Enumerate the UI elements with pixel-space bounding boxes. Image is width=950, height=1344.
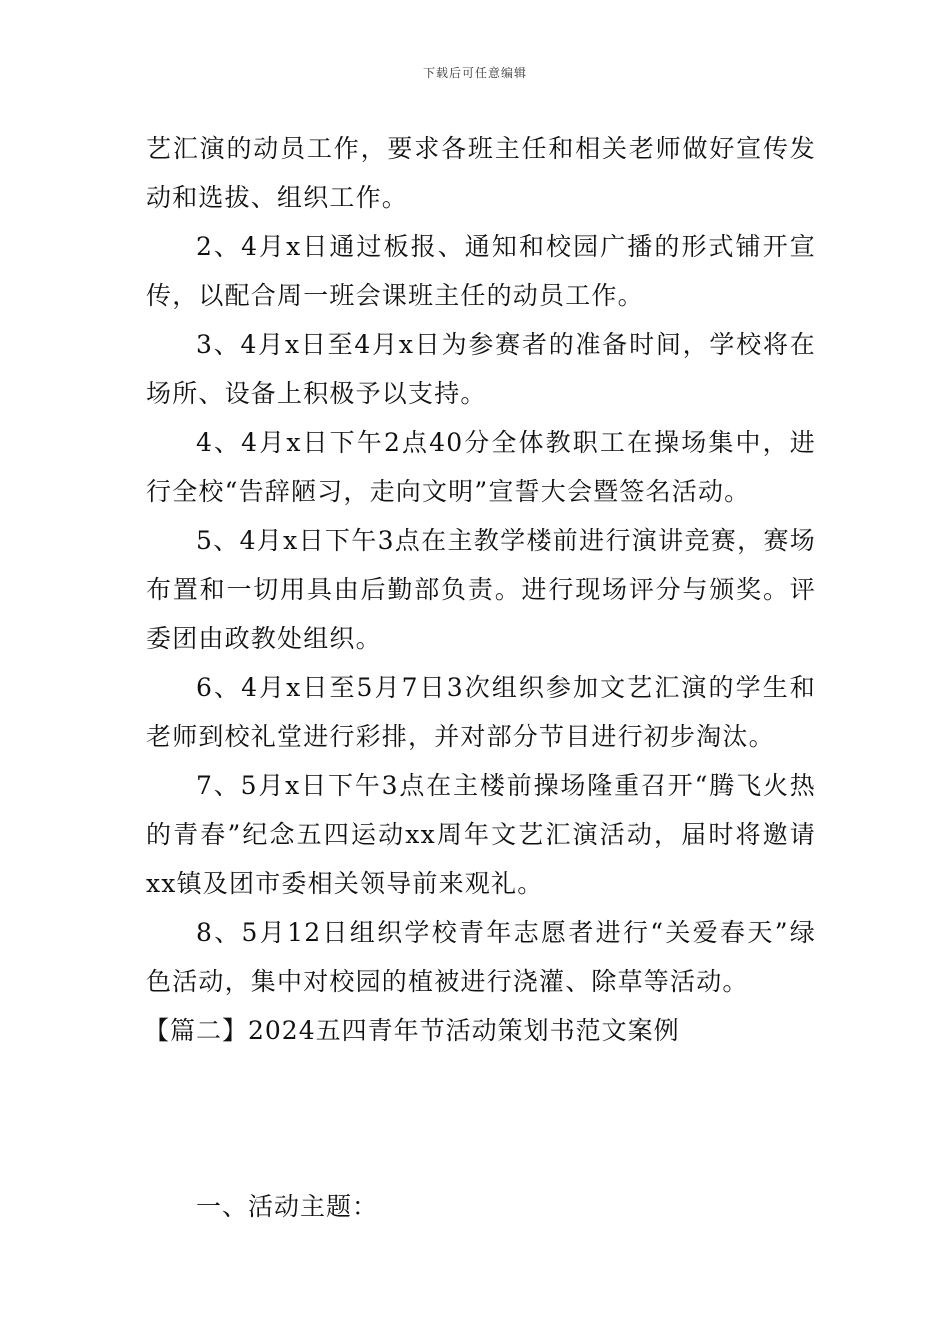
paragraph-item-4: 4、4月x日下午2点40分全体教职工在操场集中，进行全校“告辞陋习，走向文明”宣誓大会暨签名活动。 xyxy=(146,428,816,506)
document-body xyxy=(144,124,816,1221)
article-heading: 【篇二】2024五四青年节活动策划书范文案例 xyxy=(144,1016,680,1045)
page-header: 下载后可任意编辑 xyxy=(422,66,527,80)
paragraph-item-2: 2、4月x日通过板报、通知和校园广播的形式铺开宣传，以配合周一班会课班主任的动员工作。 xyxy=(146,232,816,310)
paragraph-item-8: 8、5月12日组织学校青年志愿者进行“关爱春天”绿色活动，集中对校园的植被进行浇灌、除草等活动。 xyxy=(146,918,816,996)
paragraph-item-5: 5、4月x日下午3点在主教学楼前进行演讲竞赛，赛场布置和一切用具由后勤部负责。进行现场评分与颁奖。评委团由政教处组织。 xyxy=(146,526,816,653)
paragraph-item-3: 3、4月x日至4月x日为参赛者的准备时间，学校将在场所、设备上积极予以支持。 xyxy=(146,330,816,408)
section-title: 一、活动主题： xyxy=(196,1192,379,1221)
paragraph-item-7: 7、5月x日下午3点在主楼前操场隆重召开“腾飞火热的青春”纪念五四运动xx周年文艺汇演活动，届时将邀请xx镇及团市委相关领导前来观礼。 xyxy=(146,771,816,898)
paragraph-continuation: 艺汇演的动员工作，要求各班主任和相关老师做好宣传发动和选拔、组织工作。 xyxy=(146,134,816,212)
paragraph-item-6: 6、4月x日至5月7日3次组织参加文艺汇演的学生和老师到校礼堂进行彩排，并对部分节目进行初步淘汰。 xyxy=(146,673,816,751)
